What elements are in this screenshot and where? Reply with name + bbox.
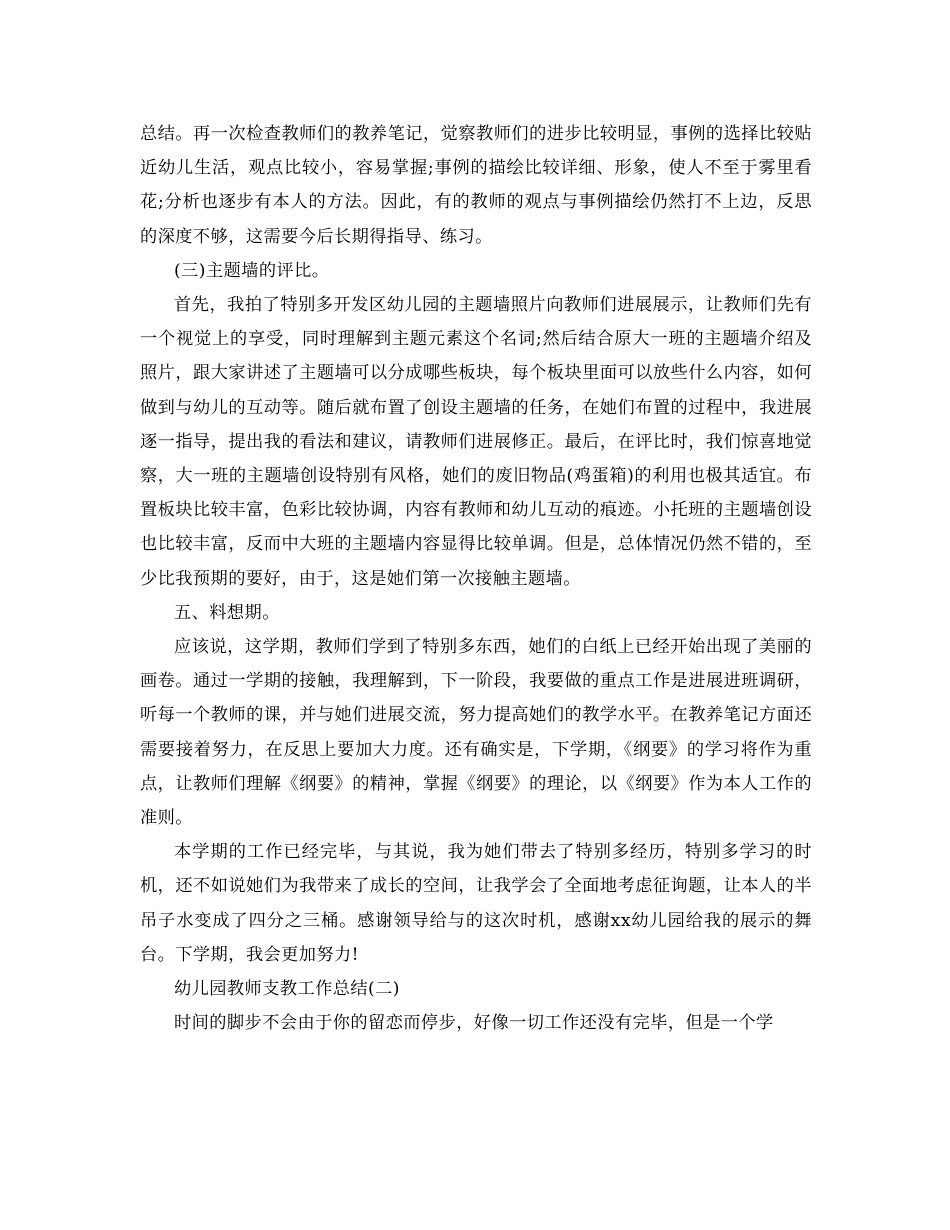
paragraph-outlook: 应该说，这学期，教师们学到了特别多东西，她们的白纸上已经开始出现了美丽的画卷。通过一学期的接触，我理解到，下一阶段，我要做的重点工作是进展进班调研，听每一个教师的课，并与她们进展交流，努力提高她们的教学水平。在教养笔记方面还需要接着努力，在反思上要加大力度。还有确实是，下学期，《纲要》的学习将作为重点，让教师们理解《纲要》的精神，掌握《纲要》的理论，以《纲要》作为本人工作的准则。: [140, 637, 812, 829]
section-heading-theme-wall: (三)主题墙的评比。: [174, 260, 330, 281]
paragraph-summary-continued: 总结。再一次检查教师们的教养笔记，觉察教师们的进步比较明显，事例的选择比较贴近幼儿生活，观点比较小，容易掌握;事例的描绘比较详细、形象，使人不至于雾里看花;分析也逐步有本人的方法。因此，有的教师的观点与事例描绘仍然打不上边，反思的深度不够，这需要今后长期得指导、练习。: [140, 124, 812, 247]
paragraph-theme-wall: 首先，我拍了特别多开发区幼儿园的主题墙照片向教师们进展展示，让教师们先有一个视觉上的享受，同时理解到主题元素这个名词;然后结合原大一班的主题墙介绍及照片，跟大家讲述了主题墙可以分成哪些板块，每个板块里面可以放些什么内容，如何做到与幼儿的互动等。随后就布置了创设主题墙的任务，在她们布置的过程中，我进展逐一指导，提出我的看法和建议，请教师们进展修正。最后，在评比时，我们惊喜地觉察，大一班的主题墙创设特别有风格，她们的废旧物品(鸡蛋箱)的利用也极其适宜。布置板块比较丰富，色彩比较协调，内容有教师和幼儿互动的痕迹。小托班的主题墙创设也比较丰富，反而中大班的主题墙内容显得比较单调。但是，总体情况仍然不错的，至少比我预期的要好，由于，这是她们第一次接触主题墙。: [140, 295, 812, 589]
document-subtitle: 幼儿园教师支教工作总结(二): [174, 979, 400, 1000]
paragraph-conclusion: 本学期的工作已经完毕，与其说，我为她们带去了特别多经历，特别多学习的时机，还不如说她们为我带来了成长的空间，让我学会了全面地考虑征询题，让本人的半吊子水变成了四分之三桶。感谢领导给与的这次时机，感谢xx幼儿园给我的展示的舞台。下学期，我会更加努力!: [140, 842, 812, 965]
section-heading-outlook: 五、料想期。: [174, 602, 280, 623]
document-body: [140, 117, 812, 1040]
paragraph-opening: 时间的脚步不会由于你的留恋而停步，好像一切工作还没有完毕，但是一个学: [174, 1013, 774, 1034]
